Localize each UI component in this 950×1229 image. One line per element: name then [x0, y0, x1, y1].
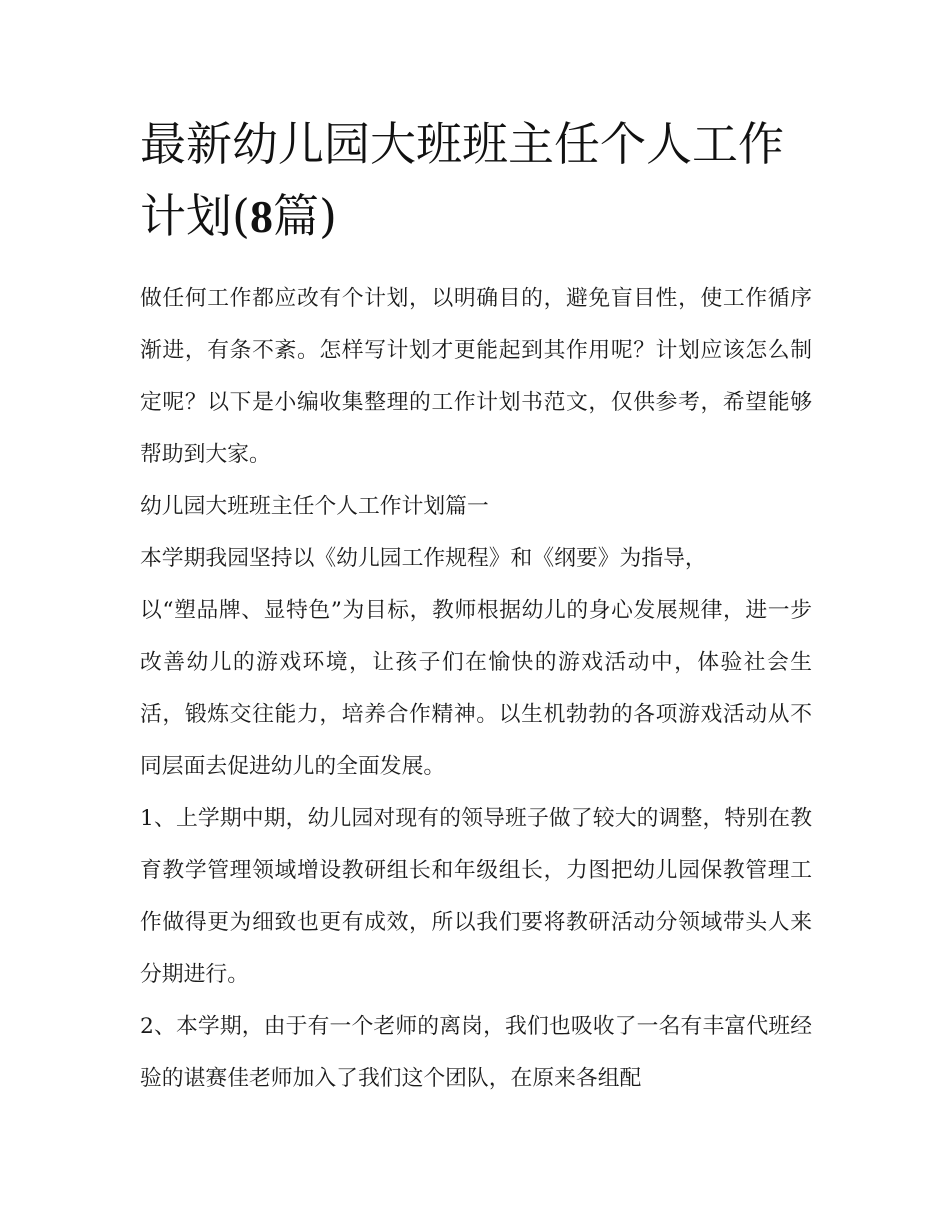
document-content	[140, 108, 812, 1105]
intro-paragraph: 做任何工作都应改有个计划，以明确目的，避免盲目性，使工作循序渐进，有条不紊。怎样写计划才更能起到其作用呢？计划应该怎么制定呢？以下是小编收集整理的工作计划书范文，仅供参考，希望能够帮助到大家。	[140, 286, 812, 467]
title-number: 8	[249, 191, 273, 242]
body-paragraph-guidance: 本学期我园坚持以《幼儿园工作规程》和《纲要》为指导，	[140, 546, 707, 571]
list-item-1: 1、上学期中期，幼儿园对现有的领导班子做了较大的调整，特别在教育教学管理领域增设教研组长和年级组长，力图把幼儿园保教管理工作做得更为细致也更有成效，所以我们要将教研活动分领域带头人来分期进行。	[140, 806, 812, 987]
title-text-part1: 最新幼儿园大班班主任个人工作计划(	[140, 117, 784, 243]
list-item-2: 2、本学期，由于有一个老师的离岗，我们也吸收了一名有丰富代班经验的谌赛佳老师加入了我们这个团队，在原来各组配	[140, 1014, 812, 1091]
document-title	[140, 108, 812, 253]
document-body	[140, 273, 812, 1105]
section-heading: 幼儿园大班班主任个人工作计划篇一	[140, 494, 489, 519]
body-paragraph-goal: 以“塑品牌、显特色”为目标，教师根据幼儿的身心发展规律，进一步改善幼儿的游戏环境，让孩子们在愉快的游戏活动中，体验社会生活，锻炼交往能力，培养合作精神。以生机勃勃的各项游戏活动从不同层面去促进幼儿的全面发展。	[140, 598, 812, 779]
title-text-part2: 篇)	[272, 189, 337, 243]
